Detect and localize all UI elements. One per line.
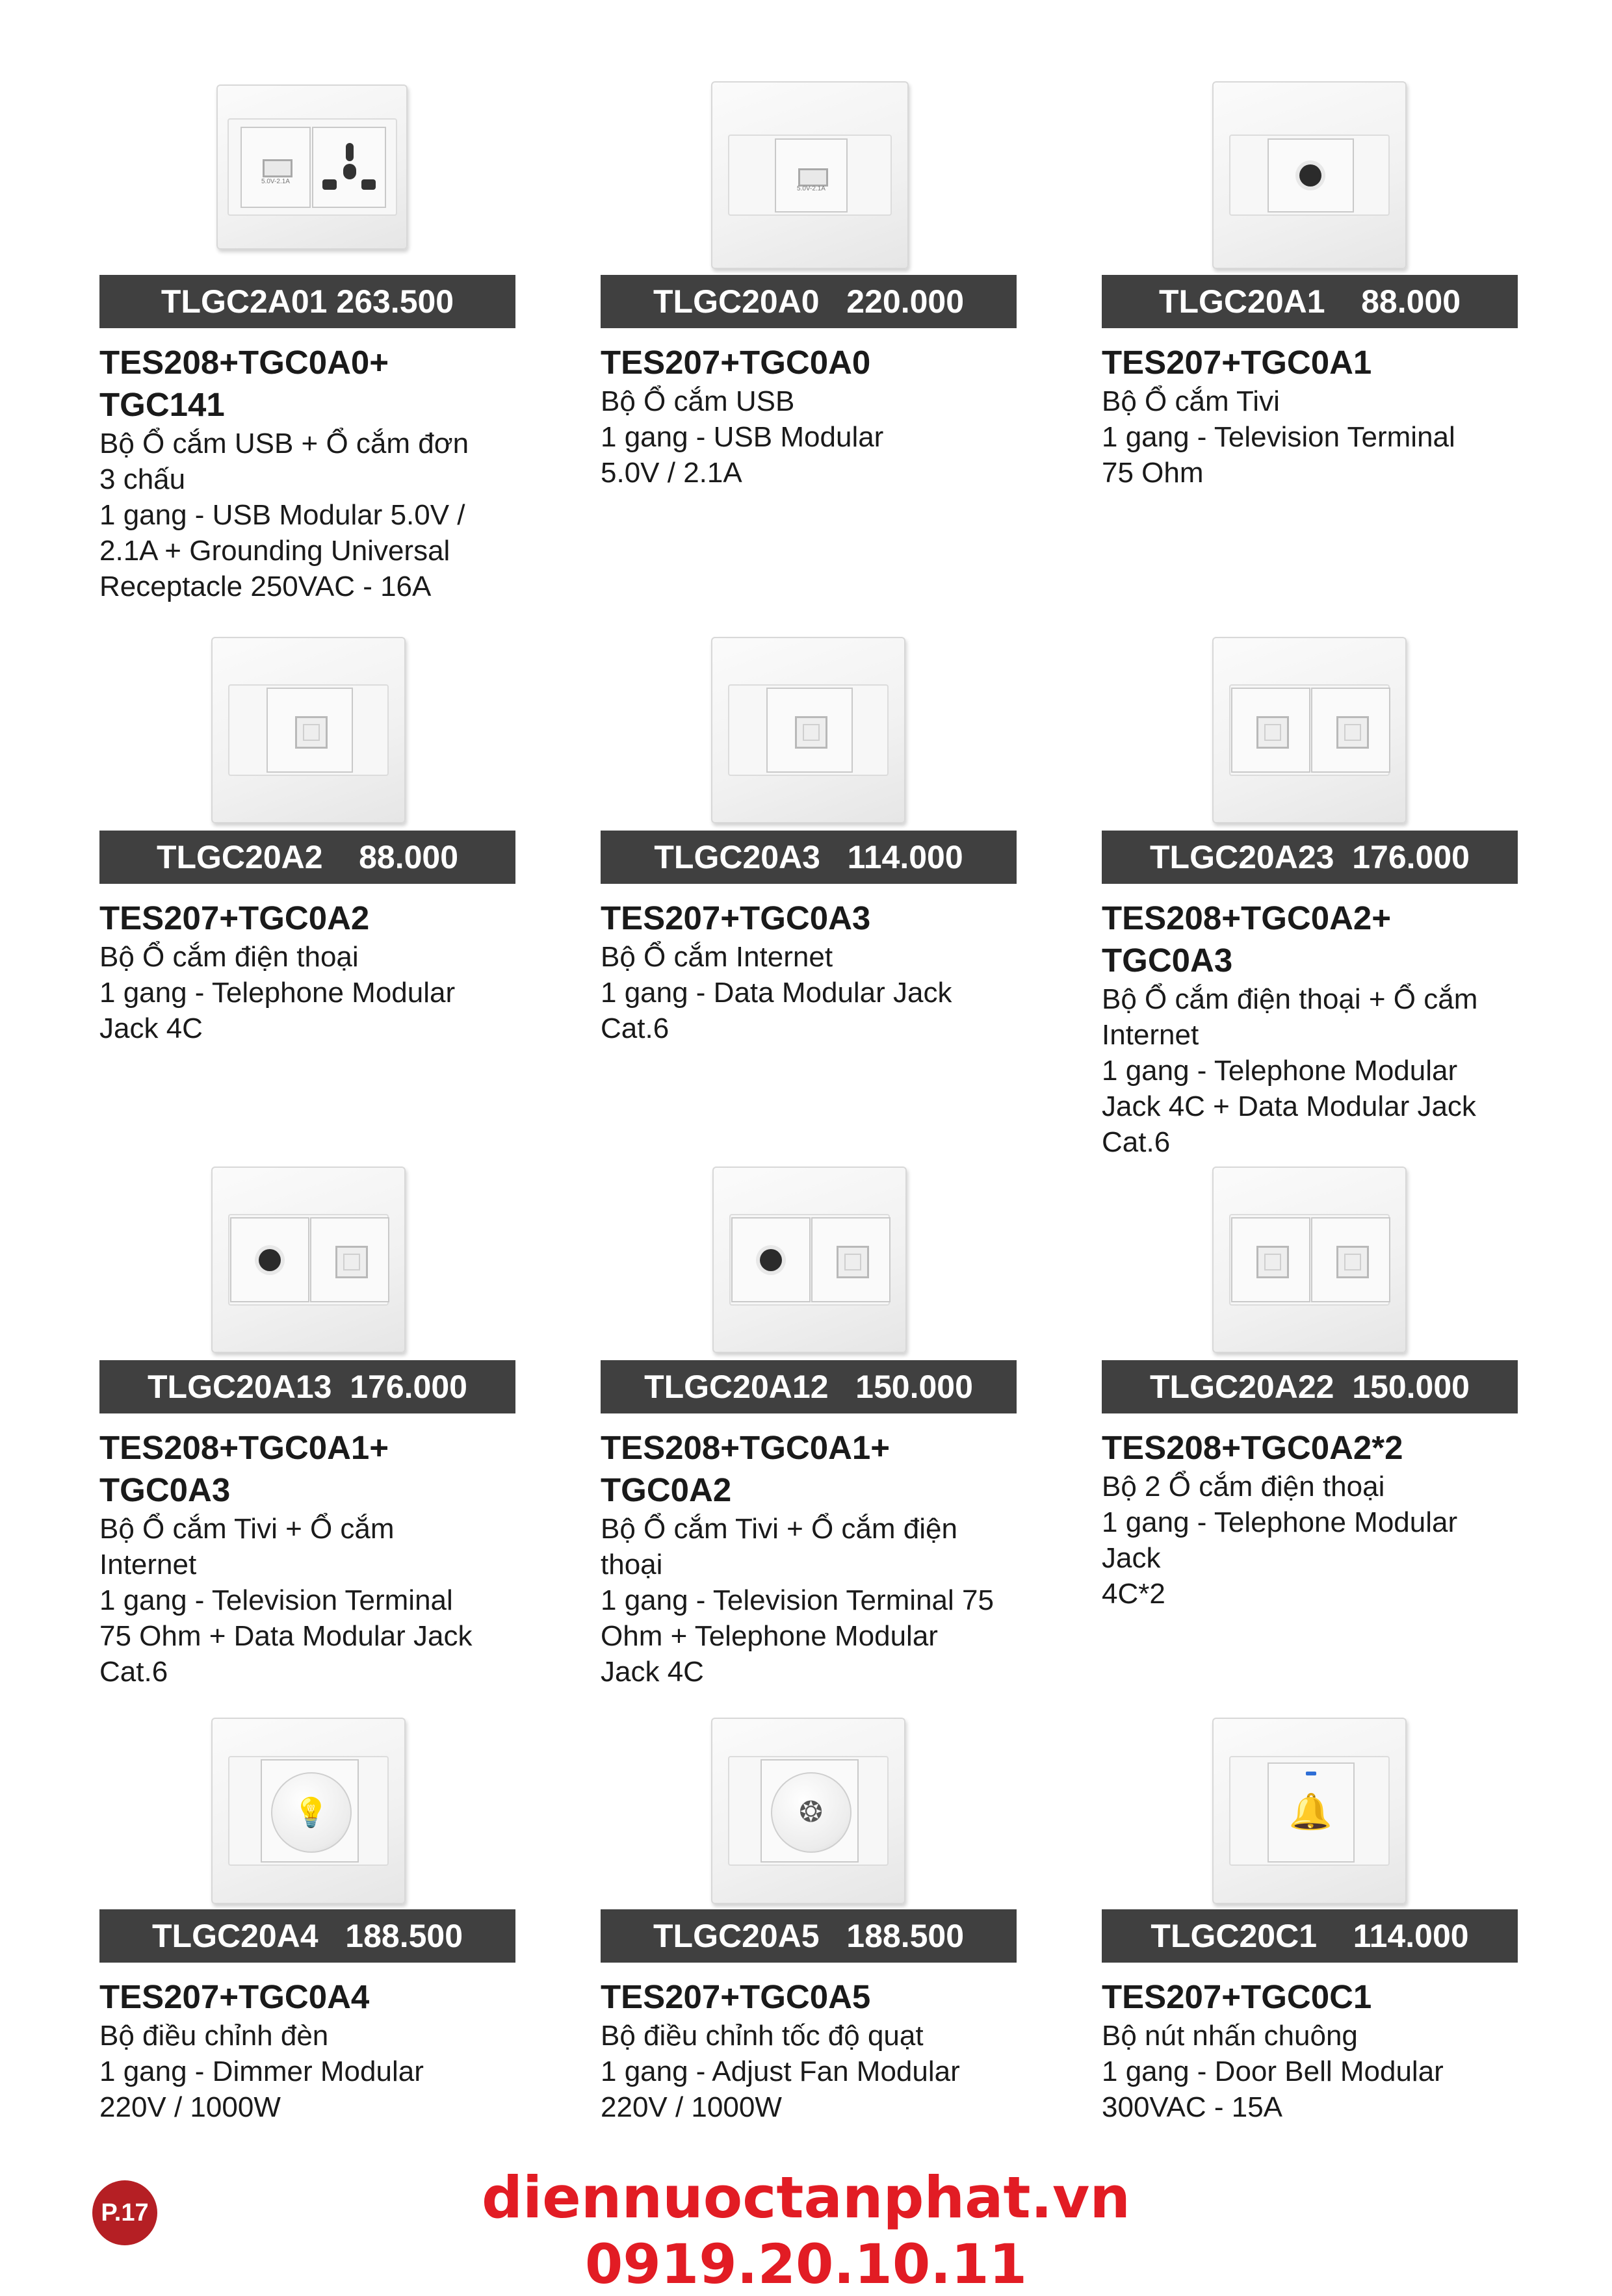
universal-outlet-icon xyxy=(320,138,378,196)
product-image-data-socket xyxy=(601,634,1017,822)
product-description: TES208+TGC0A1+ TGC0A2 Bộ Ổ cắm Tivi + Ổ cắm điện thoại 1 gang - Television Terminal 75 Ohm + Telephone Modular Jack 4C xyxy=(601,1429,994,1688)
product-code-price: TLGC20A5 188.500 xyxy=(601,1909,1017,1963)
product-code-price: TLGC20A0 220.000 xyxy=(601,275,1017,328)
product-code-price: TLGC20A23 176.000 xyxy=(1102,831,1518,884)
product-description: TES207+TGC0C1 Bộ nút nhấn chuông 1 gang - Door Bell Modular 300VAC - 15A xyxy=(1102,1978,1444,2123)
product-code-price: TLGC20A1 88.000 xyxy=(1102,275,1518,328)
tv-terminal-icon xyxy=(1299,164,1321,187)
product-description: TES207+TGC0A5 Bộ điều chỉnh tốc độ quạt 1 gang - Adjust Fan Modular 220V / 1000W xyxy=(601,1978,960,2123)
usb-port-icon xyxy=(263,159,292,177)
product-description: TES208+TGC0A2*2 Bộ 2 Ổ cắm điện thoại 1 gang - Telephone Modular Jack 4C*2 xyxy=(1102,1429,1458,1610)
fan-icon: ❂ xyxy=(771,1772,852,1853)
bell-icon: 🔔 xyxy=(1268,1762,1355,1863)
product-code-price: TLGC20C1 114.000 xyxy=(1102,1909,1518,1963)
tv-terminal-icon xyxy=(760,1249,782,1271)
product-code-price: TLGC20A12 150.000 xyxy=(601,1360,1017,1413)
product-image-tv-data-socket xyxy=(99,1163,515,1352)
product-image-fan-speed-controller xyxy=(601,1714,1017,1903)
product-image-phone-data-socket xyxy=(1102,634,1518,822)
product-image-tv-socket xyxy=(1102,78,1518,266)
product-description: TES207+TGC0A3 Bộ Ổ cắm Internet 1 gang - Data Modular Jack Cat.6 xyxy=(601,899,952,1044)
product-description: TES208+TGC0A0+ TGC141 Bộ Ổ cắm USB + Ổ cắm đơn 3 chấu 1 gang - USB Modular 5.0V / 2.1A + Grounding Universal Receptacle 250VAC - 16A xyxy=(99,344,469,602)
product-description: TES207+TGC0A0 Bộ Ổ cắm USB 1 gang - USB Modular 5.0V / 2.1A xyxy=(601,344,884,489)
product-code-price: TLGC20A22 150.000 xyxy=(1102,1360,1518,1413)
tv-terminal-icon xyxy=(259,1249,281,1271)
phone-jack-icon xyxy=(837,1246,869,1278)
website-link[interactable]: diennuoctanphat.vn xyxy=(481,2164,1131,2231)
page-number-badge: P.17 xyxy=(92,2180,157,2245)
product-image-double-phone-socket xyxy=(1102,1163,1518,1352)
product-image-dimmer xyxy=(99,1714,515,1903)
data-jack-icon xyxy=(335,1246,368,1278)
phone-number[interactable]: 0919.20.10.11 xyxy=(584,2232,1028,2296)
data-jack-icon xyxy=(795,716,827,749)
product-description: TES207+TGC0A1 Bộ Ổ cắm Tivi 1 gang - Television Terminal 75 Ohm xyxy=(1102,344,1455,489)
product-code-price: TLGC2A01 263.500 xyxy=(99,275,515,328)
usb-port-icon xyxy=(798,168,828,187)
product-image-tv-phone-socket xyxy=(601,1163,1017,1352)
lightbulb-icon: 💡 xyxy=(271,1772,352,1853)
data-jack-icon xyxy=(1336,716,1369,749)
product-code-price: TLGC20A3 114.000 xyxy=(601,831,1017,884)
product-image-usb-socket: 5.0V-2.1A xyxy=(601,78,1017,266)
product-image-phone-socket xyxy=(99,634,515,822)
product-description: TES208+TGC0A2+ TGC0A3 Bộ Ổ cắm điện thoại + Ổ cắm Internet 1 gang - Telephone Modular Jack 4C + Data Modular Jack Cat.6 xyxy=(1102,899,1478,1158)
product-description: TES207+TGC0A4 Bộ điều chỉnh đèn 1 gang - Dimmer Modular 220V / 1000W xyxy=(99,1978,424,2123)
product-description: TES208+TGC0A1+ TGC0A3 Bộ Ổ cắm Tivi + Ổ cắm Internet 1 gang - Television Terminal 75 Ohm + Data Modular Jack Cat.6 xyxy=(99,1429,473,1688)
phone-jack-icon xyxy=(1256,716,1289,749)
phone-jack-icon xyxy=(1256,1246,1289,1278)
product-description: TES207+TGC0A2 Bộ Ổ cắm điện thoại 1 gang - Telephone Modular Jack 4C xyxy=(99,899,456,1044)
product-code-price: TLGC20A4 188.500 xyxy=(99,1909,515,1963)
product-code-price: TLGC20A13 176.000 xyxy=(99,1360,515,1413)
product-image-usb-universal-socket: 5.0V-2.1A xyxy=(99,78,515,266)
product-code-price: TLGC20A2 88.000 xyxy=(99,831,515,884)
phone-jack-icon xyxy=(295,716,328,749)
phone-jack-icon xyxy=(1336,1246,1369,1278)
product-image-door-bell xyxy=(1102,1714,1518,1903)
